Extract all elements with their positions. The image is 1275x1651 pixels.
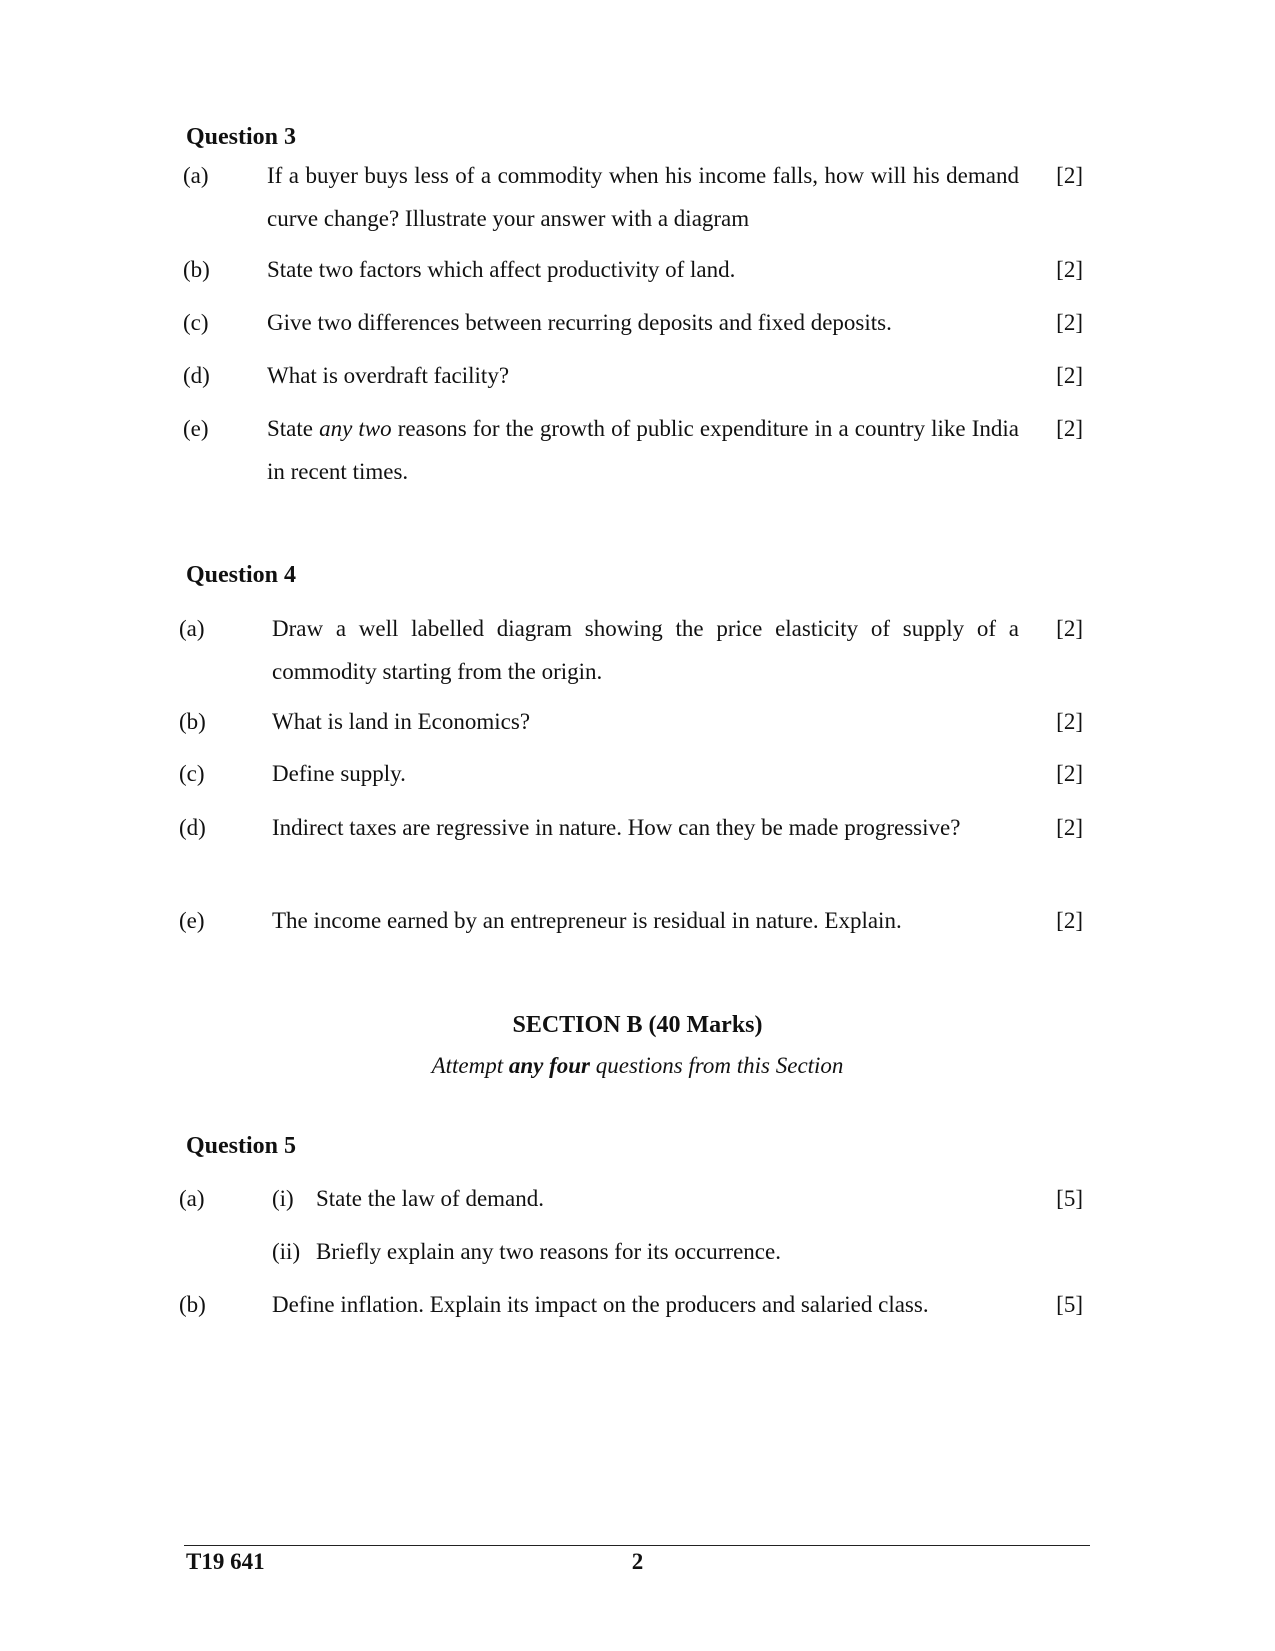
item-label: (c)	[179, 761, 205, 786]
item-label: (a)	[179, 1186, 205, 1211]
sub-text: Briefly explain any two reasons for its occurrence.	[316, 1239, 781, 1264]
section-b-title: SECTION B (40 Marks)	[512, 1012, 763, 1038]
section-b-instruction: Attempt any four questions from this Section	[431, 1053, 844, 1078]
item-label: (a)	[179, 616, 205, 641]
item-text: What is land in Economics?	[272, 709, 531, 734]
item-text: State any two reasons for the growth of public expenditure in a country like India in recent times.	[267, 416, 1019, 484]
q3-item-e	[183, 407, 1083, 497]
q4-item-e	[179, 899, 1083, 944]
item-marks: [2]	[1056, 616, 1083, 641]
item-label: (b)	[183, 257, 210, 282]
item-label: (d)	[179, 815, 206, 840]
item-text: State two factors which affect productivity of land.	[267, 257, 736, 282]
item-marks: [2]	[1056, 310, 1083, 335]
q4-item-b	[179, 700, 1083, 745]
roman-label: (ii)	[272, 1239, 301, 1264]
q4-item-c	[179, 752, 1083, 797]
item-marks: [2]	[1056, 163, 1083, 188]
item-text: Indirect taxes are regressive in nature. How can they be made progressive?	[272, 815, 961, 840]
item-marks: [2]	[1056, 815, 1083, 840]
item-marks: [2]	[1056, 709, 1083, 734]
item-label: (b)	[179, 1292, 206, 1317]
item-text: What is overdraft facility?	[267, 363, 510, 388]
q3-item-a	[183, 154, 1083, 244]
paper-code: T19 641	[186, 1549, 265, 1574]
item-marks: [2]	[1056, 908, 1083, 933]
item-label: (c)	[183, 310, 209, 335]
q3-item-c	[183, 301, 1083, 346]
item-text: The income earned by an entrepreneur is residual in nature. Explain.	[272, 908, 902, 933]
q5-item-a	[179, 1177, 1083, 1222]
item-marks: [2]	[1056, 416, 1083, 441]
item-marks: [2]	[1056, 761, 1083, 786]
item-text: Give two differences between recurring deposits and fixed deposits.	[267, 310, 892, 335]
item-text: Define inflation. Explain its impact on the producers and salaried class.	[272, 1292, 929, 1317]
item-text: Draw a well labelled diagram showing the price elasticity of supply of a commodity starting from the origin.	[272, 616, 1019, 684]
footer-divider	[184, 1545, 1090, 1546]
item-text: Define supply.	[272, 761, 406, 786]
emphasis-text: any two	[319, 416, 392, 441]
item-marks: [2]	[1056, 363, 1083, 388]
q5-a-sub-ii	[272, 1230, 781, 1273]
q3-item-d	[183, 354, 1083, 399]
q5-item-b	[179, 1283, 1083, 1328]
page-number: 2	[631, 1549, 644, 1574]
q3-item-b	[183, 248, 1083, 293]
item-marks: [5]	[1056, 1292, 1083, 1317]
q5-item-a-ii	[183, 1230, 1083, 1275]
q5-a-sub-i	[272, 1177, 544, 1220]
question-5-heading: Question 5	[186, 1133, 297, 1159]
q4-item-a	[179, 607, 1083, 697]
item-marks: [5]	[1056, 1186, 1083, 1211]
item-label: (b)	[179, 709, 206, 734]
item-label: (d)	[183, 363, 210, 388]
item-label: (a)	[183, 163, 209, 188]
item-label: (e)	[183, 416, 209, 441]
instruction-emphasis: any four	[508, 1053, 591, 1078]
q4-item-d	[179, 806, 1083, 896]
question-3-heading: Question 3	[186, 124, 297, 150]
item-label: (e)	[179, 908, 205, 933]
sub-text: State the law of demand.	[316, 1186, 545, 1211]
item-marks: [2]	[1056, 257, 1083, 282]
question-4-heading: Question 4	[186, 562, 297, 588]
item-text: If a buyer buys less of a commodity when his income falls, how will his demand curve change? Illustrate your answer with a diagram	[267, 163, 1019, 231]
roman-label: (i)	[272, 1186, 294, 1211]
